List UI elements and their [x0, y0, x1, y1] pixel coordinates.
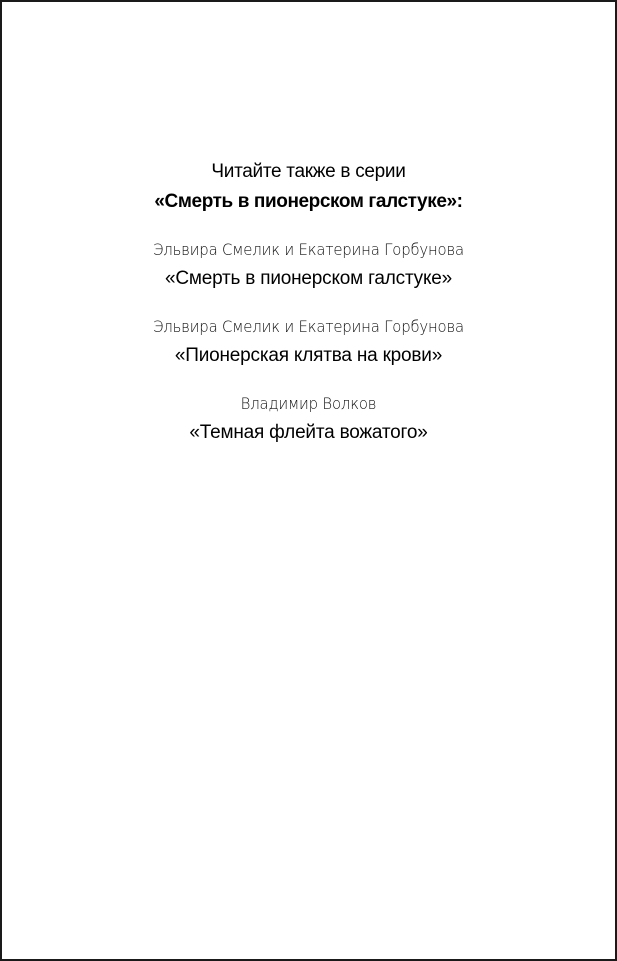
series-heading: Читайте также в серии	[211, 161, 406, 182]
book-entry	[2, 313, 615, 371]
book-author: Владимир Волков	[240, 394, 377, 413]
series-name: «Смерть в пионерском галстуке»:	[154, 191, 463, 212]
book-entry	[2, 236, 615, 294]
book-title: «Пионерская клятва на крови»	[174, 345, 443, 366]
book-author: Эльвира Смелик и Екатерина Горбунова	[153, 240, 464, 259]
book-title: «Темная флейта вожатого»	[189, 422, 428, 443]
book-author: Эльвира Смелик и Екатерина Горбунова	[153, 317, 464, 336]
series-list	[2, 157, 615, 448]
book-entry	[2, 390, 615, 448]
book-title: «Смерть в пионерском галстуке»	[164, 268, 453, 289]
